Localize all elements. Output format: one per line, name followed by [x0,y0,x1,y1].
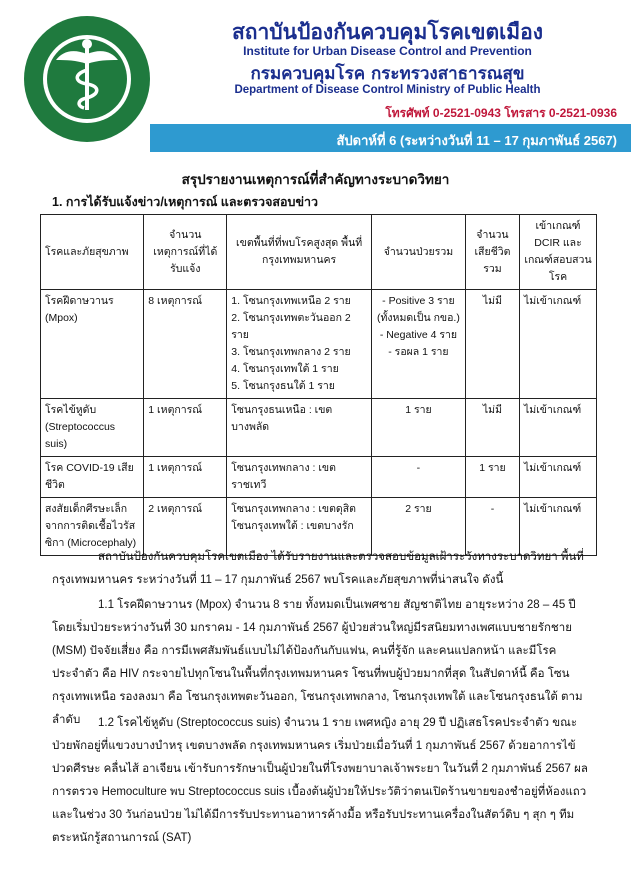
col-header-cases: จำนวนป่วยรวม [371,215,465,290]
week-label: สัปดาห์ที่ 6 (ระหว่างวันที่ 11 – 17 กุมภาพันธ์ 2567) [336,133,617,148]
org-name-thai: สถาบันป้องกันควบคุมโรคเขตเมือง [231,19,543,44]
cell-areas-line: โซนกรุงเทพกลาง : เขตดุสิต [231,503,356,515]
cell-disease: สงสัยเด็กศีรษะเล็กจากการติดเชื้อไวรัสซิกา (Microcephaly) [41,498,144,556]
cell-deaths: - [465,498,519,556]
cell-disease: โรค COVID-19 เสียชีวิต [41,457,144,498]
cell-disease: โรคไข้หูดับ (Streptococcus suis) [41,399,144,457]
events-table [40,214,597,556]
cell-dcir: ไม่เข้าเกณฑ์ [520,457,597,498]
cell-cases-line: (ทั้งหมดเป็น กขอ.) [377,312,460,324]
cell-areas-line: 4. โซนกรุงเทพใต้ 1 ราย [231,363,339,375]
cell-disease: โรคฝีดาษวานร (Mpox) [41,290,144,399]
cell-deaths: 1 ราย [465,457,519,498]
cell-events: 1 เหตุการณ์ [144,457,227,498]
cell-cases-line: - Negative 4 ราย [379,329,458,341]
cell-cases [371,290,465,399]
cell-areas [227,399,372,457]
cell-deaths: ไม่มี [465,290,519,399]
dept-name-thai: กรมควบคุมโรค กระทรวงสาธารณสุข [250,64,525,84]
cell-cases-line: - Positive 3 ราย [382,295,455,307]
cell-events: 2 เหตุการณ์ [144,498,227,556]
table-header-row [41,215,597,290]
cell-cases-line: - [416,462,421,474]
ministry-logo [22,14,152,144]
cell-dcir: ไม่เข้าเกณฑ์ [520,290,597,399]
intro-paragraph: สถาบันป้องกันควบคุมโรคเขตเมือง ได้รับรายงานและตรวจสอบข้อมูลเฝ้าระวังทางระบาดวิทยา พื้นที่กรุงเทพมหานคร ระหว่างวันที่ 11 – 17 กุมภาพันธ์ 2567 พบโรคและภัยสุขภาพที่น่าสนใจ ดังนี้ [52,551,584,586]
cell-dcir: ไม่เข้าเกณฑ์ [520,498,597,556]
table-row [41,457,597,498]
cell-dcir: ไม่เข้าเกณฑ์ [520,399,597,457]
cell-cases-line: 1 ราย [405,404,432,416]
cell-areas-line: 3. โซนกรุงเทพกลาง 2 ราย [231,346,351,358]
cell-areas-line: 1. โซนกรุงเทพเหนือ 2 ราย [231,295,351,307]
cell-deaths: ไม่มี [465,399,519,457]
paragraph-strep-suis: 1.2 โรคไข้หูดับ (Streptococcus suis) จำนวน 1 ราย เพศหญิง อายุ 29 ปี ปฏิเสธโรคประจำตัว ขณะป่วยพักอยู่ที่แขวงบางบำหรุ เขตบางพลัด กรุงเทพมหานคร เริ่มป่วยเมื่อวันที่ 1 กุมภาพันธ์ 2567 ด้วยอาการไข้ ปวดศีรษะ คลื่นไส้ อาเจียน เข้ารับการรักษาเป็นผู้ป่วยในที่โรงพยาบาลเจ้าพระยา ในวันที่ 2 กุมภาพันธ์ 2567 ผลการตรวจ Hemoculture พบ Streptococcus suis เบื้องต้นผู้ป่วยให้ประวัติว่าตนเปิดร้านขายของชำอยู่ที่ห้องแถว และในช่วง 30 วันก่อนป่วย ไม่ได้มีการรับประทานอาหารค้างมื้อ หรือรับประทานเครื่องในสัตว์ดิบ ๆ สุก ๆ ทีมตระหนักรู้สถานการณ์ (SAT) [52,717,588,844]
col-header-events: จำนวนเหตุการณ์ที่ได้รับแจ้ง [144,215,227,290]
cell-cases [371,457,465,498]
cell-cases-line: - รอผล 1 ราย [388,346,449,358]
col-header-deaths: จำนวนเสียชีวิตรวม [465,215,519,290]
paragraph-mpox: 1.1 โรคฝีดาษวานร (Mpox) จำนวน 8 ราย ทั้งหมดเป็นเพศชาย สัญชาติไทย อายุระหว่าง 28 – 45 ปี โดยเริ่มป่วยระหว่างวันที่ 30 มกราคม - 14 กุมภาพันธ์ 2567 ผู้ป่วยส่วนใหญ่มีรสนิยมทางเพศแบบชายรักชาย (MSM) ปัจจัยเสี่ยง คือ การมีเพศสัมพันธ์แบบไม่ได้ป้องกันกับแฟน, คนที่รู้จัก และคนแปลกหน้า และมีโรคประจำตัว คือ HIV กระจายไปทุกโซนในพื้นที่กรุงเทพมหานคร โซนที่พบผู้ป่วยมากที่สุด ในสัปดาห์นี้ คือ โซนกรุงเทพเหนือ รองลงมา คือ โซนกรุงเทพตะวันออก, โซนกรุงเทพกลาง, โซนกรุงเทพใต้ และโซนกรุงธนใต้ ตามลำดับ [52,599,583,726]
col-header-areas: เขตพื้นที่ที่พบโรคสูงสุด พื้นที่กรุงเทพมหานคร [227,215,372,290]
section-heading: 1. การได้รับแจ้งข่าว/เหตุการณ์ และตรวจสอบข่าว [52,195,319,209]
page-title: สรุปรายงานเหตุการณ์ที่สำคัญทางระบาดวิทยา [181,172,450,187]
cell-areas [227,290,372,399]
cell-cases [371,399,465,457]
cell-events: 8 เหตุการณ์ [144,290,227,399]
table-row [41,399,597,457]
table-row [41,290,597,399]
cell-areas-line: โซนกรุงธนเหนือ : เขตบางพลัด [231,404,333,433]
org-name-english: Institute for Urban Disease Control and Prevention [243,44,532,58]
cell-events: 1 เหตุการณ์ [144,399,227,457]
cell-areas [227,457,372,498]
dept-name-english: Department of Disease Control Ministry of Public Health [234,84,541,96]
contact-info: โทรศัพท์ 0-2521-0943 โทรสาร 0-2521-0936 [385,106,617,120]
cell-areas-line: 5. โซนกรุงธนใต้ 1 ราย [231,380,335,392]
cell-areas-line: โซนกรุงเทพใต้ : เขตบางรัก [231,520,354,532]
col-header-disease: โรคและภัยสุขภาพ [41,215,144,290]
cell-cases-line: 2 ราย [405,503,432,515]
cell-areas-line: โซนกรุงเทพกลาง : เขตราชเทวี [231,462,336,491]
col-header-dcir: เข้าเกณฑ์ DCIR และเกณฑ์สอบสวนโรค [520,215,597,290]
cell-areas-line: 2. โซนกรุงเทพตะวันออก 2 ราย [231,312,351,341]
week-banner [150,124,631,152]
